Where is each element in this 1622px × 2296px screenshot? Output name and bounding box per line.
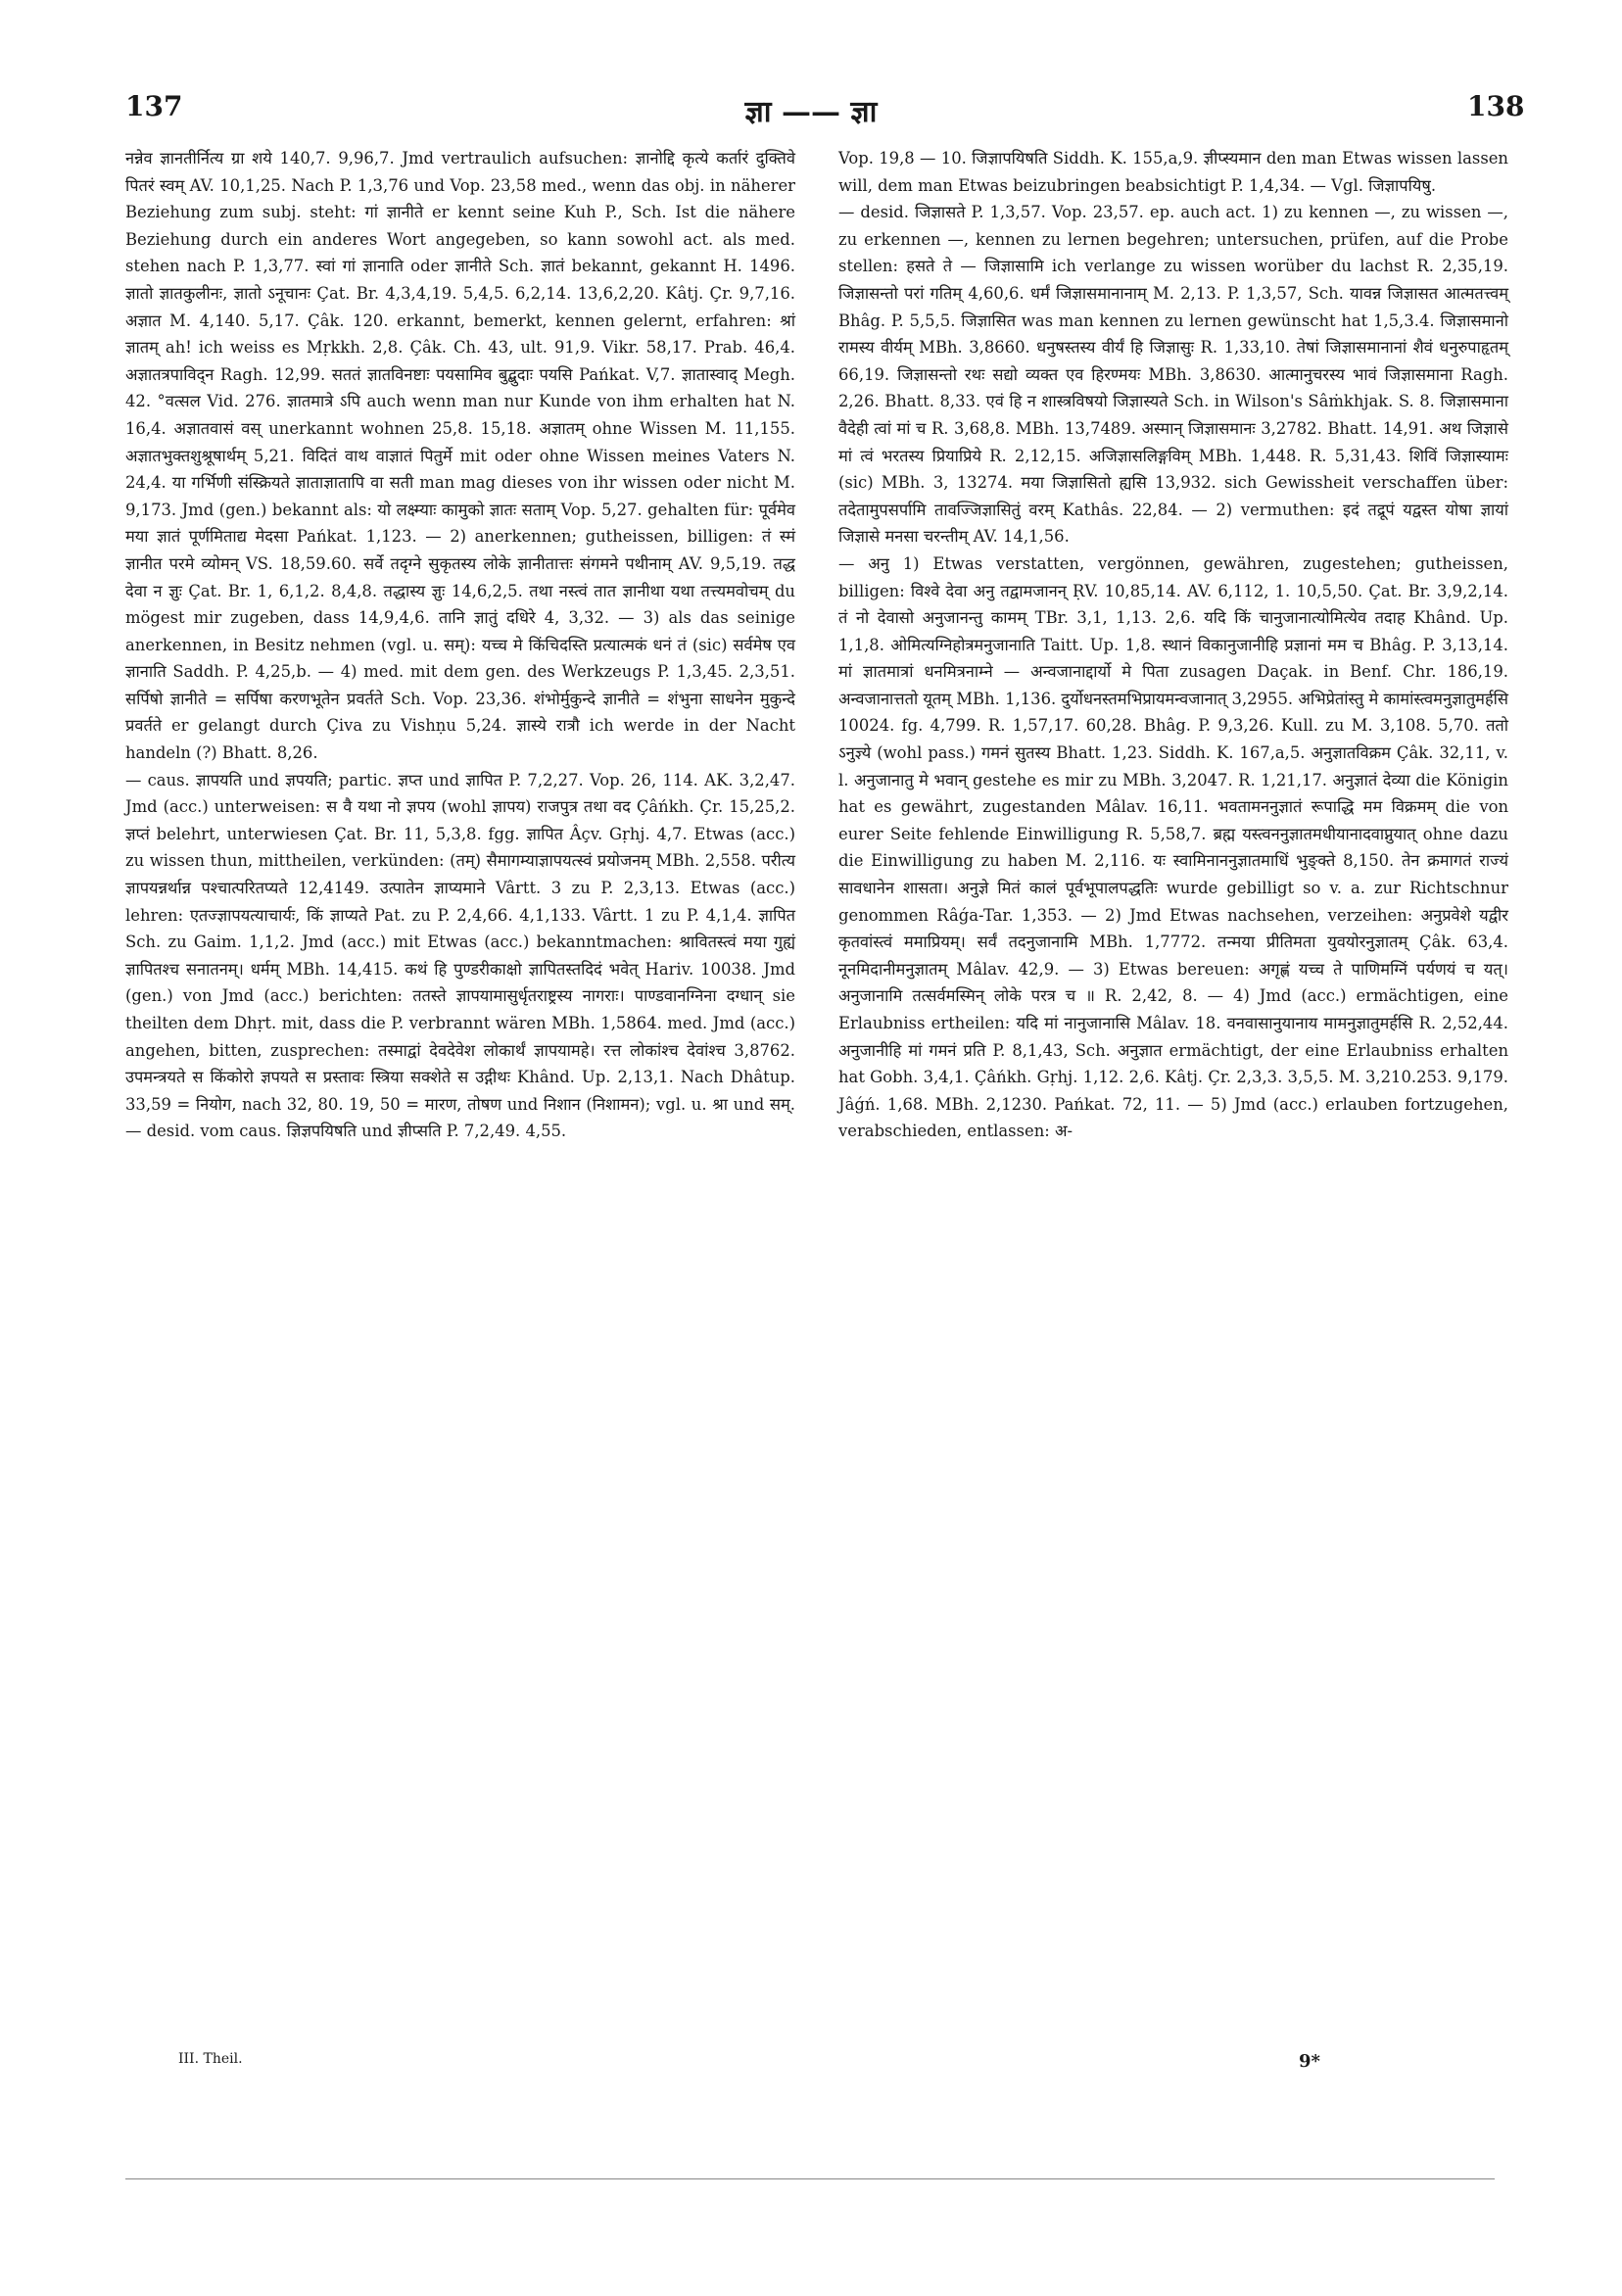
right-paragraph: Vop. 19,8 — 10. जिज्ञापयिषति Siddh. K. 155,a,9. ज्ञीप्स्यमान den man Etwas wissen lassen will, dem man Etwas beizubringen beabsichtigt P. 1,4,34. — Vgl. जिज्ञापयिषु. [838, 149, 1508, 195]
left-paragraph: — caus. ज्ञापयति und ज्ञपयति; partic. ज्ञप्त und ज्ञापित P. 7,2,27. Vop. 26, 114. AK. 3,2,47. Jmd (acc.) unterweisen: स वै यथा नो ज्ञपय (wohl ज्ञापय) राजपुत्र तथा वद Çâńkh. Çr. 15,25,2. ज्ञप्तं belehrt, unterwiesen Çat. Br. 11, 5,3,8. fgg. ज्ञापित Âçv. Gṛhj. 4,7. Etwas (acc.) zu wissen thun, mittheilen, verkünden: (तम्) सैमागम्याज्ञापयत्स्वं प्रयोजनम् MBh. 2,558. परीत्य ज्ञापयन्नर्थान्न पश्चात्परितप्यते 12,4149. उत्पातेन ज्ञाप्यमाने Vârtt. 3 zu P. 2,3,13. Etwas (acc.) lehren: एतज्ज्ञापयत्याचार्यः, किं ज्ञाप्यते Pat. zu P. 2,4,66. 4,1,133. Vârtt. 1 zu P. 4,1,4. ज्ञापित Sch. zu Gaim. 1,1,2. Jmd (acc.) mit Etwas (acc.) bekanntmachen: श्रावितस्त्वं मया गुह्यं ज्ञापितश्च सनातनम्। धर्मम् MBh. 14,415. कथं हि पुण्डरीकाक्षो ज्ञापितस्तदिदं भवेत् Hariv. 10038. Jmd (gen.) von Jmd (acc.) berichten: ततस्ते ज्ञापयामासुर्धृतराष्ट्रस्य नागराः। पाण्डवानग्निना दग्धान् sie theilten dem Dhṛt. mit, dass die P. verbrannt wären MBh. 1,5864. med. Jmd (acc.) angehen, bitten, zusprechen: तस्माद्वां देवदेवेश लोकार्थं ज्ञापयामहे। रत्त लोकांश्च देवांश्च 3,8762. उपमन्त्रयते स किंकोरो ज्ञपयते स प्रस्तावः स्त्रिया सक्शेते स उद्गीथः Khând. Up. 2,13,1. Nach Dhâtup. 33,59 = नियोग, nach 32, 80. 19, 50 = मारण, तोषण und निशान (निशामन); vgl. u. श्रा und सम्. — desid. vom caus. ज्ञिज्ञपयिषति und ज्ञीप्सति P. 7,2,49. 4,55. [125, 770, 795, 1141]
left-paragraph: नन्नेव ज्ञानतीर्नित्य ग्रा शये 140,7. 9,96,7. Jmd vertraulich aufsuchen: ज्ञानोद्दि कृत्ये कर्तारं दुक्तिवे पितरं स्वम् AV. 10,1,25. Nach P. 1,3,76 und Vop. 23,58 med., wenn das obj. in näherer Beziehung zum subj. steht: गां ज्ञानीते er kennt seine Kuh P., Sch. Ist die nähere Beziehung durch ein anderes Wort angegeben, so kann sowohl act. als med. stehen nach P. 1,3,77. स्वां गां ज्ञानाति oder ज्ञानीते Sch. ज्ञातं bekannt, gekannt H. 1496. ज्ञातो ज्ञातकुलीनः, ज्ञातो ऽनूचानः Çat. Br. 4,3,4,19. 5,4,5. 6,2,14. 13,6,2,20. Kâtj. Çr. 9,7,16. अज्ञात M. 4,140. 5,17. Çâk. 120. erkannt, bemerkt, kennen gelernt, erfahren: श्रां ज्ञातम् ah! ich weiss es Mṛkkh. 2,8. Çâk. Ch. 43, ult. 91,9. Vikr. 58,17. Prab. 46,4. अज्ञातत्रपाविद्न Ragh. 12,99. सततं ज्ञातविनष्टाः पयसामिव बुद्बुदाः पयसि Pańkat. V,7. ज्ञातास्वाद् Megh. 42. °वत्सल Vid. 276. ज्ञातमात्रे ऽपि auch wenn man nur Kunde von ihm erhalten hat N. 16,4. अज्ञातवासं वस् unerkannt wohnen 25,8. 15,18. अज्ञातम् ohne Wissen M. 11,155. अज्ञातभुक्तशुश्रूषार्थम् 5,21. विदितं वाथ वाज्ञातं पितुर्मे mit oder ohne Wissen meines Vaters N. 24,4. या गर्भिणी संस्क्रियते ज्ञाताज्ञातापि वा सती man mag dieses von ihr wissen oder nicht M. 9,173. Jmd (gen.) bekannt als: यो लक्ष्म्याः कामुको ज्ञातः सताम् Vop. 5,27. gehalten für: पूर्वमेव मया ज्ञातं पूर्णमिताद्य मेदसा Pańkat. 1,123. — 2) anerkennen; gutheissen, billigen: तं स्मं ज्ञानीत परमे व्योमन् VS. 18,59.60. सर्वे तदृग्ने सुकृतस्य लोके ज्ञानीतात्तः संगमने पथीनाम् AV. 9,5,19. तद्ध देवा न ज्ञुः Çat. Br. 1, 6,1,2. 8,4,8. तद्धास्य ज्ञुः 14,6,2,5. तथा नस्त्वं तात ज्ञानीथा यथा तत्त्यमवोचम् du mögest mir zugeben, dass 14,9,4,6. तानि ज्ञातुं दधिरे 4, 3,32. — 3) als das seinige anerkennen, in Besitz nehmen (vgl. u. सम्): यच्च मे किंचिदस्ति प्रत्यात्मकं धनं तं (sic) सर्वमेष एव ज्ञानाति Saddh. P. 4,25,b. — 4) med. mit dem gen. des Werkzeugs P. 1,3,45. 2,3,51. सर्पिषो ज्ञानीते = सर्पिषा करणभूतेन प्रवर्तते Sch. Vop. 23,36. शंभोर्मुकुन्दे ज्ञानीते = शंभुना साधनेन मुकुन्दे प्रवर्तते er gelangt durch Çiva zu Vishṇu 5,24. ज्ञास्ये रात्रौ ich werde in der Nacht handeln (?) Bhatt. 8,26. [125, 149, 795, 763]
right-paragraph: — अनु 1) Etwas verstatten, vergönnen, gewähren, zugestehen; gutheissen, billigen: विश्वे देवा अनु तद्वामजानन् ṚV. 10,85,14. AV. 6,112, 1. 10,5,50. Çat. Br. 3,9,2,14. तं नो देवासो अनुजानन्तु कामम् TBr. 3,1, 1,13. 2,6. यदि किं चानुजानात्योमित्येव तदाह Khând. Up. 1,1,8. ओमित्यग्निहोत्रमनुजानाति Taitt. Up. 1,8. स्थानं विकानुजानीहि प्रज्ञानां मम च Bhâg. P. 3,13,14. मां ज्ञातमात्रां धनमित्रनाम्ने — अन्वजानाद्दार्यो मे पिता zusagen Daçak. in Benf. Chr. 186,19. अन्वजानात्ततो यूतम् MBh. 1,136. दुर्योधनस्तमभिप्रायमन्वजानात् 3,2955. अभिप्रेतांस्तु मे कामांस्त्वमनुज्ञातुमर्हसि 10024. fg. 4,799. R. 1,57,17. 60,28. Bhâg. P. 9,3,26. Kull. zu M. 3,108. 5,70. ततो ऽनुज्ञ्ये (wohl pass.) गमनं सुतस्य Bhatt. 1,23. Siddh. K. 167,a,5. अनुज्ञातविक्रम Çâk. 32,11, v. l. अनुजानातु मे भवान् gestehe es mir zu MBh. 3,2047. R. 1,21,17. अनुज्ञातं देव्या die Königin hat es gewährt, zugestanden Mâlav. 16,11. भवतामननुज्ञातं रूपाद्धि मम विक्रमम् die von eurer Seite fehlende Einwilligung R. 5,58,7. ब्रह्म यस्त्वननुज्ञातमधीयानादवाप्नुयात् ohne dazu die Einwilligung zu haben M. 2,116. यः स्वामिनाननुज्ञातमाधिं भुङ्क्ते 8,150. तेन क्रमागतं राज्यं सावधानेन शासता। अनुज्ञे मितं कालं पूर्वभूपालपद्धतिः wurde gebilligt so v. a. zur Richtschnur genommen Râǵa-Tar. 1,353. — 2) Jmd Etwas nachsehen, verzeihen: अनुप्रवेशे यद्वीर कृतवांस्त्वं ममाप्रियम्। सर्वं तदनुजानामि MBh. 1,7772. तन्मया प्रीतिमता युवयोरनुज्ञातम् Çâk. 63,4. नूनमिदानीमनुज्ञातम् Mâlav. 42,9. — 3) Etwas bereuen: अगृह्णं यच्च ते पाणिमग्निं पर्यणयं च यत्। अनुजानामि तत्सर्वमस्मिन् लोके परत्र च ॥ R. 2,42, 8. — 4) Jmd (acc.) ermächtigen, eine Erlaubniss ertheilen: यदि मां नानुजानासि Mâlav. 18. वनवासानुयानाय मामनुज्ञातुमर्हसि R. 2,52,44. अनुजानीहि मां गमनं प्रति P. 8,1,43, Sch. अनुज्ञात ermächtigt, der eine Erlaubniss erhalten hat Gobh. 3,4,1. Çâńkh. Gṛhj. 1,12. 2,6. Kâtj. Çr. 2,3,3. 3,5,5. M. 3,210.253. 9,179. Jâǵń. 1,68. MBh. 2,1230. Pańkat. 72, 11. — 5) Jmd (acc.) erlauben fortzugehen, verabschieden, entlassen: अ- [838, 553, 1508, 1141]
signature-mark: 9* [1299, 2051, 1320, 2072]
volume-note: III. Theil. [178, 2051, 243, 2067]
right-page-number: 138 [1467, 90, 1525, 122]
right-paragraph: — desid. जिज्ञासते P. 1,3,57. Vop. 23,57. ep. auch act. 1) zu kennen —, zu wissen —, zu erkennen —, kennen zu lernen begehren; untersuchen, prüfen, auf die Probe stellen: हसते ते — जिज्ञासामि ich verlange zu wissen worüber du lachst R. 2,35,19. जिज्ञासन्तो परां गतिम् 4,60,6. धर्मं जिज्ञासमानानाम् M. 2,13. P. 1,3,57, Sch. यावन्न जिज्ञासत आत्मतत्त्वम् Bhâg. P. 5,5,5. जिज्ञासित was man kennen zu lernen gewünscht hat 1,5,3.4. जिज्ञासमानो रामस्य वीर्यम् MBh. 3,8660. धनुषस्तस्य वीर्यं हि जिज्ञासुः R. 1,33,10. तेषां जिज्ञासमानानां शैवं धनुरुपाहृतम् 66,19. जिज्ञासन्तो रथः सद्यो व्यक्त एव हिरण्मयः MBh. 3,8630. आत्मानुचरस्य भावं जिज्ञासमाना Ragh. 2,26. Bhatt. 8,33. एवं हि न शास्त्रविषयो जिज्ञास्यते Sch. in Wilson's Sâṁkhjak. S. 8. जिज्ञासमाना वैदेही त्वां मां च R. 3,68,8. MBh. 13,7489. अस्मान् जिज्ञासमानः 3,2782. Bhatt. 14,91. अथ जिज्ञासे मां त्वं भरतस्य प्रियाप्रिये R. 2,12,15. अजिज्ञासलिङ्गविम् MBh. 1,448. R. 5,31,43. शिविं जिज्ञास्यामः (sic) MBh. 3, 13274. मया जिज्ञासितो ह्यसि 13,932. sich Gewissheit verschaffen über: तदेतामुपसर्पामि तावज्जिज्ञासितुं वरम् Kathâs. 22,84. — 2) vermuthen: इदं तद्रूपं यद्वस्त योषा ज्ञायां जिज्ञासे मनसा चरन्तीम् AV. 14,1,56. [838, 203, 1508, 547]
right-column [838, 145, 1508, 1145]
bottom-rule [125, 2178, 1495, 2179]
left-page-number: 137 [125, 90, 183, 122]
running-head: ज्ञा —— ज्ञा [744, 95, 878, 129]
left-column [125, 145, 795, 1145]
